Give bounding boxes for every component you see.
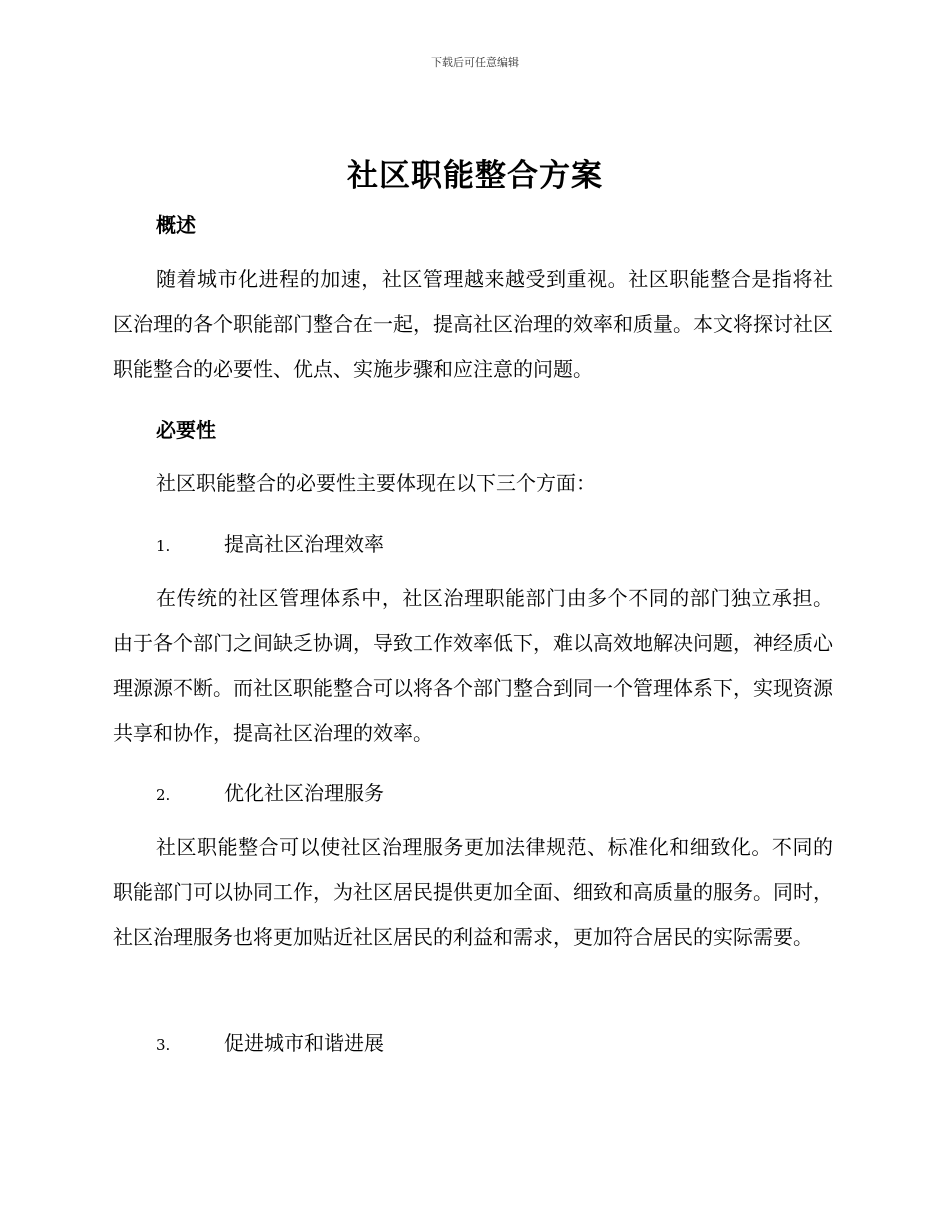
section-heading-overview: 概述 (156, 213, 196, 237)
paragraph-item-1: 在传统的社区管理体系中，社区治理职能部门由多个不同的部门独立承担。由于各个部门之间缺乏协调，导致工作效率低下，难以高效地解决问题，神经质心理源源不断。而社区职能整合可以将各个部门整合到同一个管理体系下，实现资源共享和协作，提高社区治理的效率。 (113, 586, 833, 745)
list-item-title: 提高社区治理效率 (224, 532, 384, 556)
list-item-1 (156, 528, 384, 557)
list-item-title: 优化社区治理服务 (224, 781, 384, 805)
list-item-number: 3. (156, 1036, 171, 1054)
paragraph-necessity-intro: 社区职能整合的必要性主要体现在以下三个方面： (156, 471, 596, 495)
paragraph-overview: 随着城市化进程的加速，社区管理越来越受到重视。社区职能整合是指将社区治理的各个职能部门整合在一起，提高社区治理的效率和质量。本文将探讨社区职能整合的必要性、优点、实施步骤和应注意的问题。 (113, 267, 833, 381)
list-item-title: 促进城市和谐进展 (224, 1031, 384, 1055)
list-item-number: 2. (156, 786, 171, 804)
list-item-3 (156, 1027, 384, 1056)
header-note: 下载后可任意编辑 (431, 56, 519, 69)
list-item-number: 1. (156, 537, 171, 555)
paragraph-item-2: 社区职能整合可以使社区治理服务更加法律规范、标准化和细致化。不同的职能部门可以协同工作，为社区居民提供更加全面、细致和高质量的服务。同时，社区治理服务也将更加贴近社区居民的利益和需求，更加符合居民的实际需要。 (113, 835, 833, 949)
section-heading-necessity: 必要性 (156, 418, 216, 442)
document-title: 社区职能整合方案 (347, 158, 603, 194)
list-item-2 (156, 777, 384, 806)
